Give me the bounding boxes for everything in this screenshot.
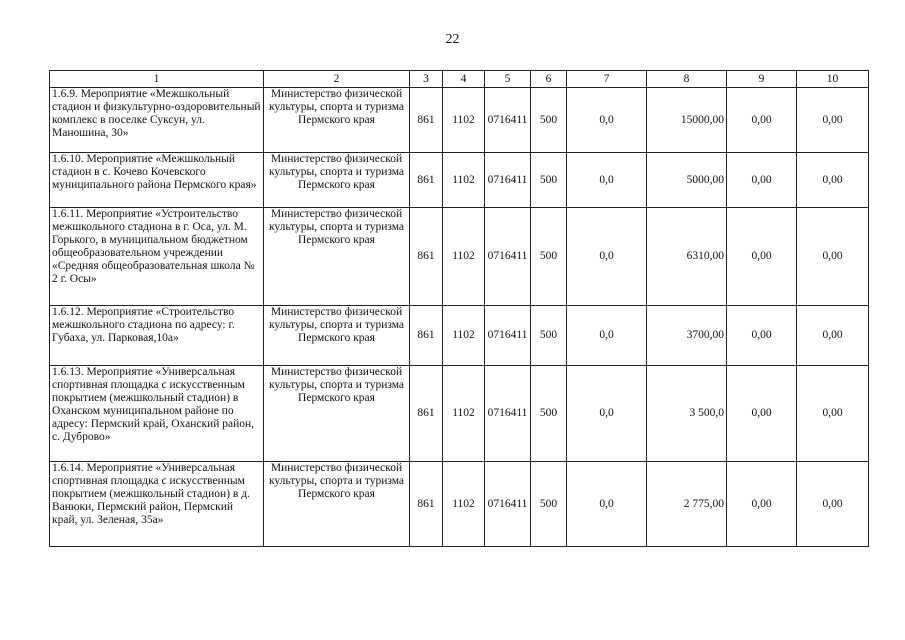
cell-col9: 0,00 <box>727 88 797 153</box>
cell-col9: 0,00 <box>727 306 797 366</box>
responsible-ministry: Министерство физической культуры, спорта и туризма Пермского края <box>264 366 410 462</box>
column-header: 1 <box>50 71 264 88</box>
cell-col3: 861 <box>410 462 443 547</box>
cell-col9: 0,00 <box>727 366 797 462</box>
cell-col6: 500 <box>531 366 567 462</box>
column-header: 7 <box>567 71 647 88</box>
event-description: 1.6.14. Мероприятие «Универсальная спортивная площадка с искусственным покрытием (межшкольный стадион) в д. Ванюки, Пермский район, Пермский край, ул. Зеленая, 35а» <box>50 462 264 547</box>
cell-col8: 3 500,0 <box>647 366 727 462</box>
cell-col7: 0,0 <box>567 208 647 306</box>
cell-col5: 0716411 <box>485 88 531 153</box>
cell-col7: 0,0 <box>567 153 647 208</box>
cell-col8: 15000,00 <box>647 88 727 153</box>
cell-col3: 861 <box>410 366 443 462</box>
cell-col4: 1102 <box>443 462 485 547</box>
cell-col10: 0,00 <box>797 306 869 366</box>
cell-col7: 0,0 <box>567 462 647 547</box>
cell-col4: 1102 <box>443 208 485 306</box>
column-header: 5 <box>485 71 531 88</box>
cell-col6: 500 <box>531 208 567 306</box>
responsible-ministry: Министерство физической культуры, спорта и туризма Пермского края <box>264 306 410 366</box>
cell-col4: 1102 <box>443 366 485 462</box>
cell-col7: 0,0 <box>567 88 647 153</box>
cell-col7: 0,0 <box>567 306 647 366</box>
page-number: 22 <box>445 32 460 47</box>
table-row <box>50 462 869 547</box>
column-header: 2 <box>264 71 410 88</box>
cell-col6: 500 <box>531 153 567 208</box>
event-description: 1.6.10. Мероприятие «Межшкольный стадион в с. Кочево Кочевского муниципального района Пермского края» <box>50 153 264 208</box>
cell-col9: 0,00 <box>727 462 797 547</box>
cell-col7: 0,0 <box>567 366 647 462</box>
cell-col10: 0,00 <box>797 153 869 208</box>
cell-col4: 1102 <box>443 88 485 153</box>
cell-col4: 1102 <box>443 153 485 208</box>
event-description: 1.6.13. Мероприятие «Универсальная спортивная площадка с искусственным покрытием (межшкольный стадион) в Оханском муниципальном районе по адресу: Пермский край, Оханский район, с. Дуброво» <box>50 366 264 462</box>
cell-col3: 861 <box>410 208 443 306</box>
cell-col3: 861 <box>410 306 443 366</box>
cell-col5: 0716411 <box>485 153 531 208</box>
table-row <box>50 306 869 366</box>
table-row <box>50 208 869 306</box>
event-description: 1.6.11. Мероприятие «Устроительство межшкольного стадиона в г. Оса, ул. М. Горького, в муниципальном бюджетном общеобразовательном учреждении «Средняя общеобразовательная школа № 2 г. Осы» <box>50 208 264 306</box>
responsible-ministry: Министерство физической культуры, спорта и туризма Пермского края <box>264 462 410 547</box>
header-row <box>50 71 869 88</box>
cell-col5: 0716411 <box>485 462 531 547</box>
column-header: 10 <box>797 71 869 88</box>
cell-col6: 500 <box>531 462 567 547</box>
event-description: 1.6.12. Мероприятие «Строительство межшкольного стадиона по адресу: г. Губаха, ул. Парковая,10а» <box>50 306 264 366</box>
cell-col8: 6310,00 <box>647 208 727 306</box>
cell-col8: 5000,00 <box>647 153 727 208</box>
cell-col5: 0716411 <box>485 306 531 366</box>
cell-col10: 0,00 <box>797 208 869 306</box>
cell-col9: 0,00 <box>727 208 797 306</box>
cell-col6: 500 <box>531 306 567 366</box>
cell-col3: 861 <box>410 153 443 208</box>
budget-table <box>49 70 869 547</box>
cell-col8: 2 775,00 <box>647 462 727 547</box>
cell-col3: 861 <box>410 88 443 153</box>
responsible-ministry: Министерство физической культуры, спорта и туризма Пермского края <box>264 88 410 153</box>
table-row <box>50 88 869 153</box>
column-header: 9 <box>727 71 797 88</box>
table-row <box>50 153 869 208</box>
table-row <box>50 366 869 462</box>
cell-col8: 3700,00 <box>647 306 727 366</box>
responsible-ministry: Министерство физической культуры, спорта и туризма Пермского края <box>264 153 410 208</box>
column-header: 8 <box>647 71 727 88</box>
cell-col10: 0,00 <box>797 88 869 153</box>
cell-col6: 500 <box>531 88 567 153</box>
responsible-ministry: Министерство физической культуры, спорта и туризма Пермского края <box>264 208 410 306</box>
cell-col10: 0,00 <box>797 462 869 547</box>
column-header: 3 <box>410 71 443 88</box>
cell-col4: 1102 <box>443 306 485 366</box>
column-header: 4 <box>443 71 485 88</box>
cell-col5: 0716411 <box>485 208 531 306</box>
cell-col5: 0716411 <box>485 366 531 462</box>
cell-col9: 0,00 <box>727 153 797 208</box>
event-description: 1.6.9. Мероприятие «Межшкольный стадион и физкультурно-оздоровительный комплекс в поселке Суксун, ул. Маношина, 30» <box>50 88 264 153</box>
column-header: 6 <box>531 71 567 88</box>
cell-col10: 0,00 <box>797 366 869 462</box>
